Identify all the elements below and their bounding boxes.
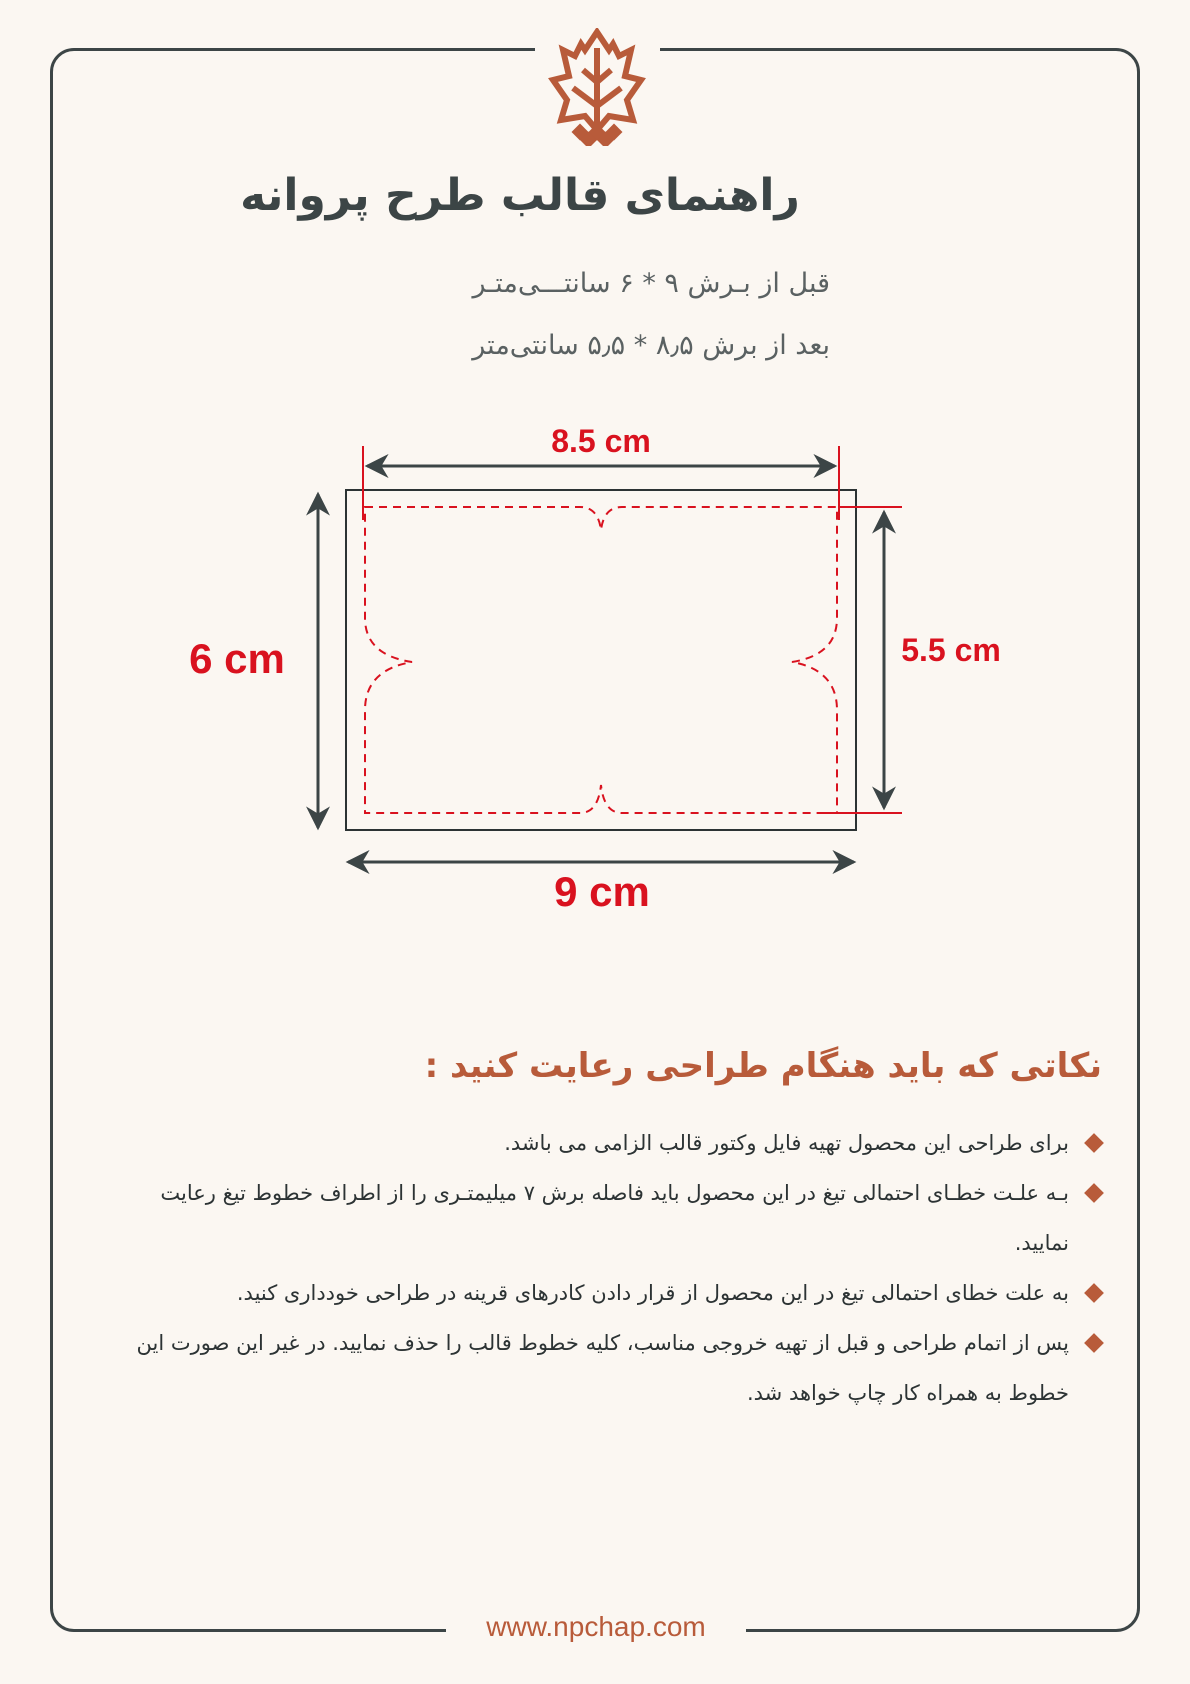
notes-list: [100, 1118, 1105, 1418]
size-after-cut: بعد از برش ۸٫۵ * ۵٫۵ سانتی‌متر: [472, 330, 830, 361]
width-outer-label: 9 cm: [554, 868, 650, 915]
footer-website: www.npchap.com: [486, 1611, 706, 1642]
note-item: [100, 1168, 1105, 1268]
page-title: راهنمای قالب طرح پروانه: [240, 170, 800, 221]
height-inner-label: 5.5 cm: [901, 632, 1001, 668]
width-inner-label: 8.5 cm: [551, 423, 651, 459]
size-before-cut: قبل از بـرش ۹ * ۶ سانتـــی‌متـر: [472, 268, 830, 299]
height-outer-label: 6 cm: [189, 635, 285, 682]
notes-title: نکاتی که باید هنگام طراحی رعایت کنید :: [424, 1046, 1102, 1086]
note-item: [100, 1318, 1105, 1418]
inner-guide-lines: [363, 446, 902, 813]
note-text: به علت خطای احتمالی تیغ در این محصول از قرار دادن کادرهای قرینه در طراحی خودداری کنید.: [236, 1281, 1069, 1305]
dashed-die-line: [365, 507, 837, 813]
diamond-bullet-icon: [1084, 1183, 1104, 1203]
note-text: پس از اتمام طراحی و قبل از تهیه خروجی مناسب، کلیه خطوط قالب را حذف نمایید. در غیر این صورت این خطوط به همراه کار چاپ خواهد شد.: [136, 1331, 1069, 1405]
note-text: برای طراحی این محصول تهیه فایل وکتور قالب الزامی می باشد.: [504, 1131, 1069, 1155]
outer-cut-rect: [346, 490, 856, 830]
note-item: [100, 1268, 1105, 1318]
note-item: [100, 1118, 1105, 1168]
diamond-bullet-icon: [1084, 1133, 1104, 1153]
diamond-bullet-icon: [1084, 1333, 1104, 1353]
diamond-bullet-icon: [1084, 1283, 1104, 1303]
note-text: بـه علـت خطـای احتمالی تیغ در این محصول باید فاصله برش ۷ میلیمتـری را از اطراف خطوط تیغ رعایت نمایید.: [160, 1181, 1069, 1255]
